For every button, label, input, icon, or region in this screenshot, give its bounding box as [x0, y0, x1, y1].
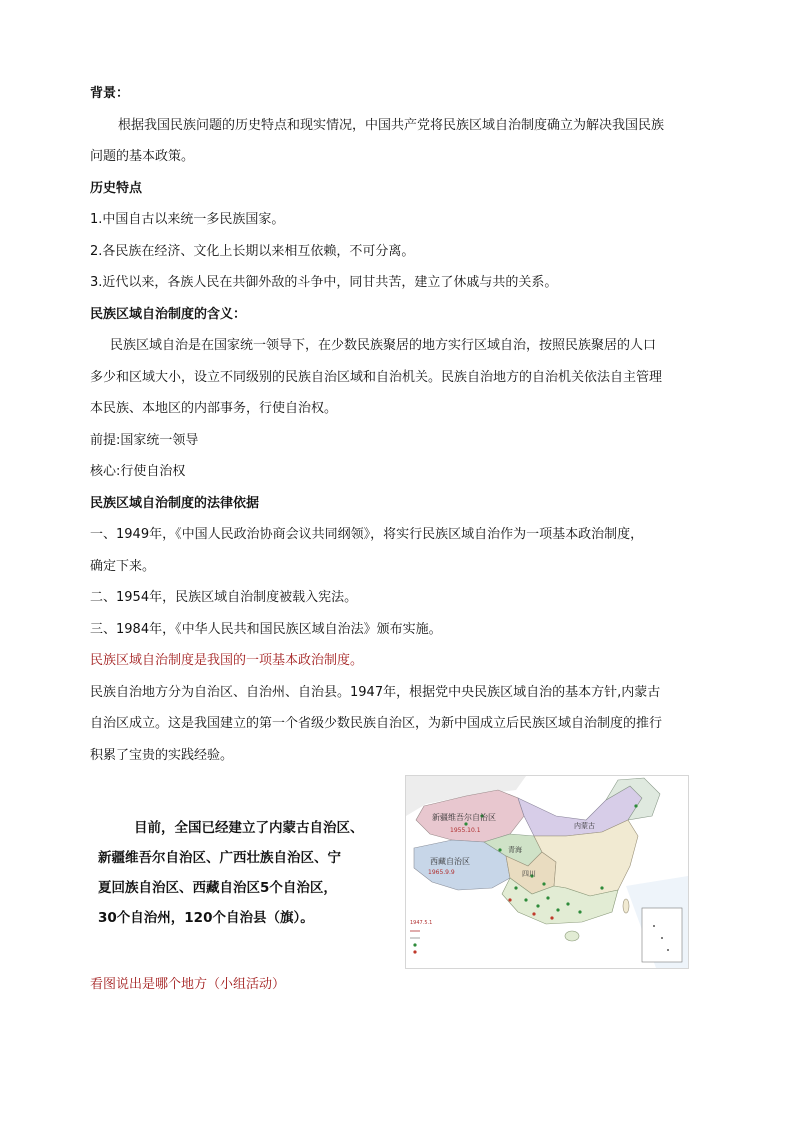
map-label-neimeng: 内蒙古 — [574, 822, 595, 830]
meaning-core: 核心:行使自治权 — [90, 464, 186, 479]
map-marker — [498, 848, 501, 851]
background-text-line-1: 根据我国民族问题的历史特点和现实情况，中国共产党将民族区域自治制度确立为解决我国民族 — [118, 117, 665, 133]
map-label-xinjiang: 新疆维吾尔自治区 — [432, 813, 496, 822]
map-label-tibet: 西藏自治区 — [430, 857, 470, 866]
map-legend-date: 1947.5.1 — [410, 920, 433, 926]
summary-line-2: 新疆维吾尔自治区、广西壮族自治区、宁 — [98, 850, 341, 866]
legal-heading: 民族区域自治制度的法律依据 — [90, 495, 260, 511]
map-marker — [542, 882, 545, 885]
map-legend-marker — [413, 950, 416, 953]
map-marker-red — [532, 912, 535, 915]
meaning-premise: 前提:国家统一领导 — [90, 432, 199, 448]
history-item-1: 1.中国自古以来统一多民族国家。 — [90, 212, 285, 227]
map-inset-island — [667, 949, 669, 951]
map-inset-island — [661, 937, 663, 939]
map-marker-red — [550, 916, 553, 919]
map-marker-red — [508, 898, 511, 901]
document-body — [90, 78, 710, 771]
map-inset-island — [653, 925, 655, 927]
map-marker — [634, 804, 637, 807]
map-marker — [464, 822, 467, 825]
map-label-xinjiang-date: 1955.10.1 — [450, 827, 481, 834]
map-label-qinghai: 青海 — [508, 846, 522, 854]
meaning-text-line-1: 民族区域自治是在国家统一领导下，在少数民族聚居的地方实行区域自治，按照民族聚居的人口 — [110, 338, 657, 353]
map-marker — [524, 898, 527, 901]
figure-block — [90, 775, 686, 970]
map-region-hainan — [565, 931, 579, 941]
map-marker — [546, 896, 549, 899]
china-map-image — [405, 775, 689, 969]
meaning-text-line-3: 本民族、本地区的内部事务，行使自治权。 — [90, 401, 338, 416]
map-marker — [600, 886, 603, 889]
background-text-line-2: 问题的基本政策。 — [90, 149, 195, 164]
history-item-3: 3.近代以来，各族人民在共御外敌的斗争中，同甘共苦，建立了休戚与共的关系。 — [90, 275, 558, 290]
map-label-sichuan: 四川 — [522, 870, 536, 878]
summary-line-1: 目前，全国已经建立了内蒙古自治区、 — [134, 820, 364, 836]
legal-item-1-line-2: 确定下来。 — [90, 558, 156, 574]
summary-line-4: 30个自治州，120个自治县（旗）。 — [98, 910, 314, 926]
map-marker — [556, 908, 559, 911]
types-line-1: 民族自治地方分为自治区、自治州、自治县。1947年，根据党中央民族区域自治的基本方针,内蒙古 — [90, 684, 661, 700]
china-map-graphic — [406, 776, 688, 968]
types-line-2: 自治区成立。这是我国建立的第一个省级少数民族自治区，为新中国成立后民族区域自治制度的推行 — [90, 716, 663, 731]
background-heading: 背景： — [90, 86, 130, 101]
activity-caption: 看图说出是哪个地方（小组活动） — [90, 977, 286, 992]
legal-item-3: 三、1984年，《中华人民共和国民族区域自治法》颁布实施。 — [90, 621, 442, 637]
meaning-heading: 民族区域自治制度的含义： — [90, 306, 247, 322]
map-marker — [514, 886, 517, 889]
figure-summary — [98, 813, 398, 933]
summary-line-3: 夏回族自治区、西藏自治区5个自治区， — [98, 880, 337, 896]
map-region-taiwan — [623, 899, 629, 913]
history-heading: 历史特点 — [90, 180, 143, 196]
meaning-text-line-2: 多少和区域大小，设立不同级别的民族自治区域和自治机关。民族自治地方的自治机关依法自主管理 — [90, 369, 663, 385]
map-inset-box — [642, 908, 682, 962]
map-marker — [578, 910, 581, 913]
map-legend-marker — [413, 943, 416, 946]
legal-item-2: 二、1954年，民族区域自治制度被载入宪法。 — [90, 590, 358, 605]
map-marker — [536, 904, 539, 907]
history-item-2: 2.各民族在经济、文化上长期以来相互依赖，不可分离。 — [90, 243, 415, 259]
highlight-statement: 民族区域自治制度是我国的一项基本政治制度。 — [90, 653, 364, 668]
map-label-tibet-date: 1965.9.9 — [428, 869, 455, 876]
map-marker — [566, 902, 569, 905]
legal-item-1-line-1: 一、1949年，《中国人民政治协商会议共同纲领》，将实行民族区域自治作为一项基本政治制度， — [90, 527, 644, 542]
types-line-3: 积累了宝贵的实践经验。 — [90, 747, 234, 763]
